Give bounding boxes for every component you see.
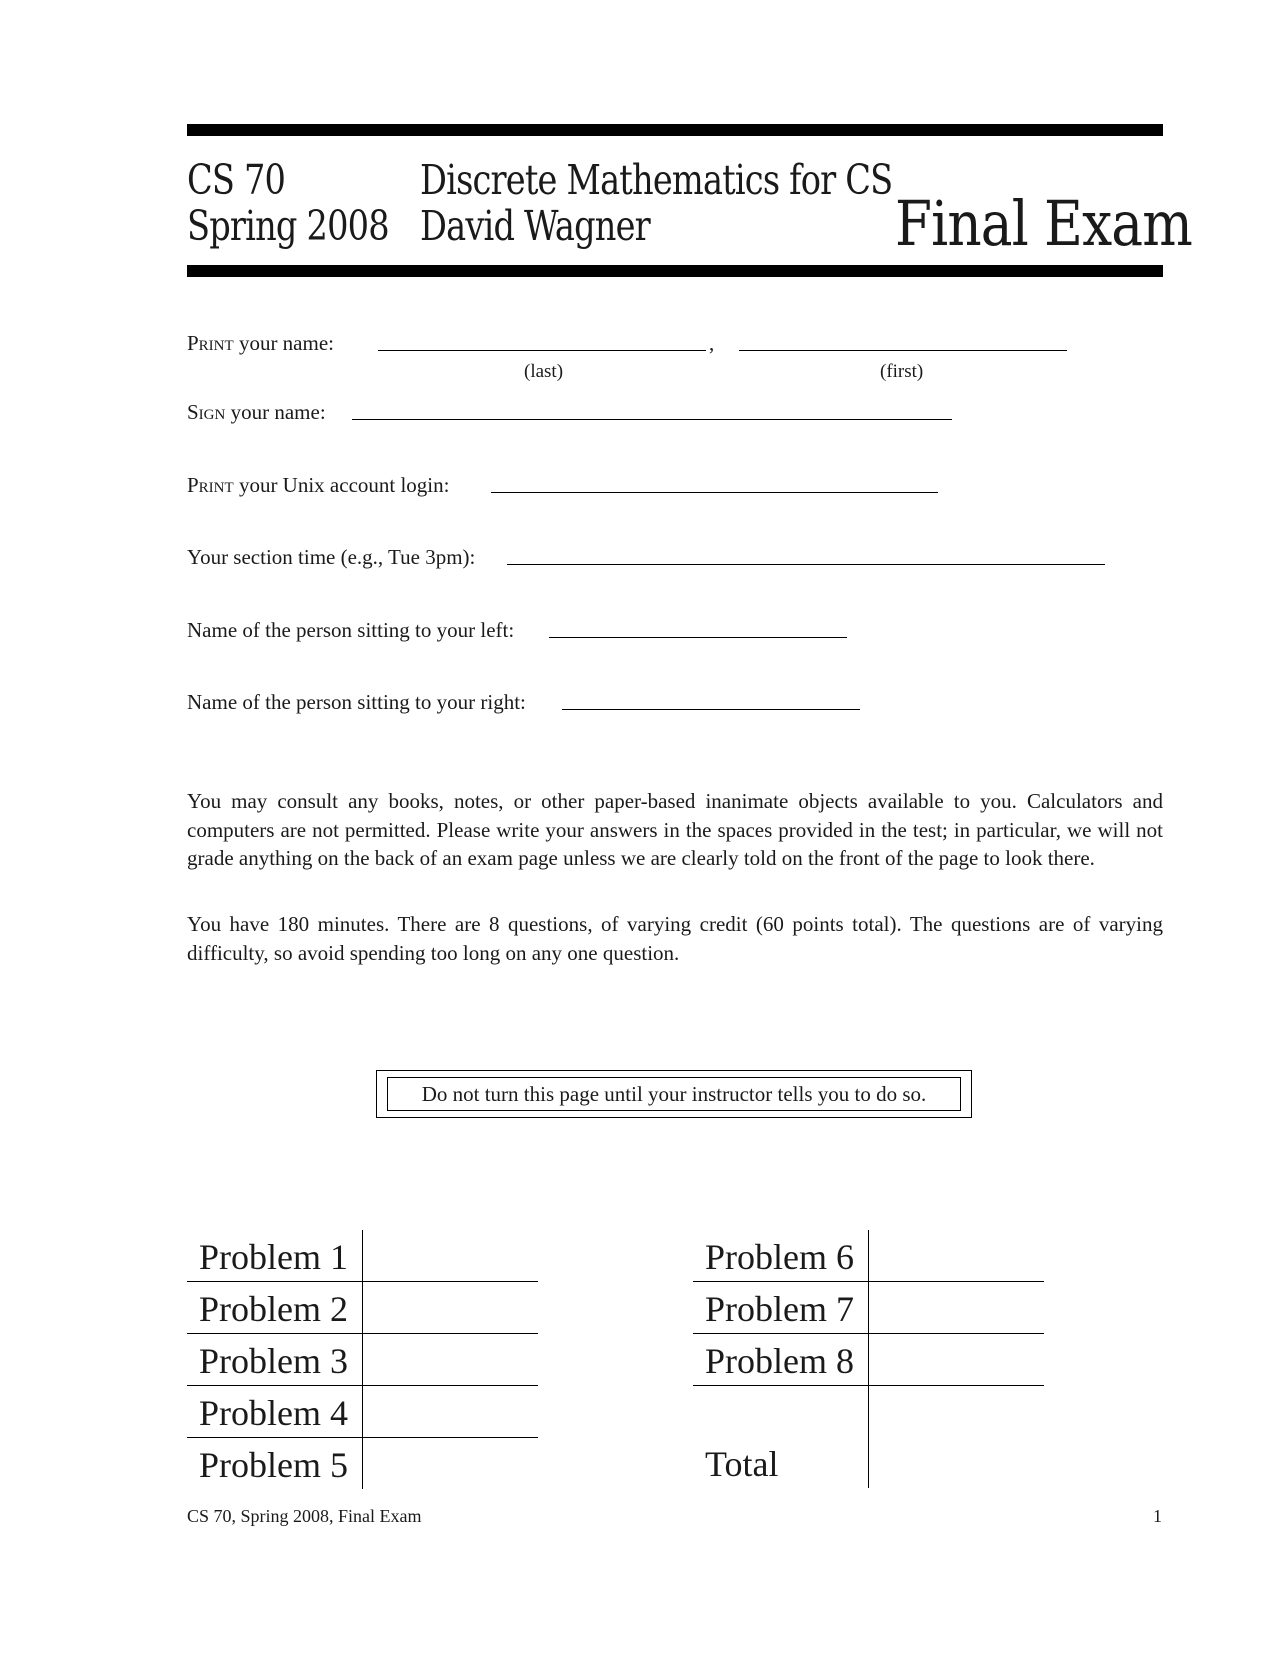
score-cell[interactable] <box>363 1282 539 1334</box>
score-cell[interactable] <box>363 1334 539 1386</box>
exam-title: Final Exam <box>895 187 1192 260</box>
score-cell[interactable] <box>363 1438 539 1490</box>
table-row <box>693 1437 1044 1488</box>
problem-label: Problem 3 <box>187 1334 363 1386</box>
problem-label: Problem 4 <box>187 1386 363 1438</box>
total-label: Total <box>705 1444 779 1484</box>
header-top-rule <box>187 124 1163 136</box>
course-number: CS 70 <box>187 156 286 204</box>
table-row <box>187 1282 538 1334</box>
score-cell[interactable] <box>869 1230 1045 1282</box>
instructions-paragraph-2: You have 180 minutes. There are 8 questions, of varying credit (60 points total). The questions are of varying difficulty, so avoid spending too long on any one question. <box>187 912 1163 965</box>
table-row <box>187 1230 538 1282</box>
score-cell[interactable] <box>869 1282 1045 1334</box>
instructor: David Wagner <box>420 202 650 250</box>
print-name-label: Print your name: <box>187 331 334 355</box>
score-table-left <box>187 1230 538 1489</box>
table-row <box>693 1386 1044 1438</box>
table-row <box>187 1334 538 1386</box>
problem-label: Problem 6 <box>693 1230 869 1282</box>
unix-login-line[interactable] <box>491 492 938 493</box>
name-separator: , <box>709 331 715 355</box>
instructions-paragraph-1: You may consult any books, notes, or other paper-based inanimate objects available to you. Calculators and computers are not permitted. Please write your answers in the spaces provided in the test; in particular, we will not grade anything on the back of an exam page unless we are clearly told on the front of the page to look there. <box>187 789 1163 870</box>
unix-login-label: Print your Unix account login: <box>187 473 450 497</box>
table-row <box>693 1282 1044 1334</box>
problem-label: Problem 7 <box>693 1282 869 1334</box>
table-row <box>693 1334 1044 1386</box>
blank-cell <box>869 1386 1045 1438</box>
table-row <box>693 1230 1044 1282</box>
notice-text: Do not turn this page until your instructor tells you to do so. <box>421 1081 927 1106</box>
right-neighbor-line[interactable] <box>562 709 860 710</box>
header-bottom-rule <box>187 265 1163 277</box>
notice-box <box>387 1077 961 1111</box>
left-neighbor-label: Name of the person sitting to your left: <box>187 618 515 642</box>
last-name-line[interactable] <box>378 350 706 351</box>
problem-label: Problem 1 <box>187 1230 363 1282</box>
section-time-line[interactable] <box>507 564 1105 565</box>
signature-line[interactable] <box>352 419 952 420</box>
table-row <box>187 1386 538 1438</box>
course-title: Discrete Mathematics for CS <box>420 156 893 204</box>
term: Spring 2008 <box>187 202 389 250</box>
score-cell[interactable] <box>363 1230 539 1282</box>
problem-label: Problem 8 <box>693 1334 869 1386</box>
right-neighbor-label: Name of the person sitting to your right: <box>187 690 526 714</box>
footer-left: CS 70, Spring 2008, Final Exam <box>187 1506 422 1526</box>
first-name-hint: (first) <box>880 361 924 382</box>
total-score-cell[interactable] <box>869 1437 1045 1488</box>
score-cell[interactable] <box>869 1334 1045 1386</box>
blank-label <box>693 1386 869 1438</box>
table-row <box>187 1438 538 1490</box>
page-number: 1 <box>1153 1506 1162 1526</box>
problem-label: Problem 2 <box>187 1282 363 1334</box>
problem-label: Problem 5 <box>199 1445 348 1485</box>
score-cell[interactable] <box>363 1386 539 1438</box>
first-name-line[interactable] <box>739 350 1067 351</box>
sign-name-label: Sign your name: <box>187 400 326 424</box>
section-time-label: Your section time (e.g., Tue 3pm): <box>187 545 476 569</box>
last-name-hint: (last) <box>524 361 564 382</box>
score-table-right <box>693 1230 1044 1488</box>
left-neighbor-line[interactable] <box>549 637 847 638</box>
